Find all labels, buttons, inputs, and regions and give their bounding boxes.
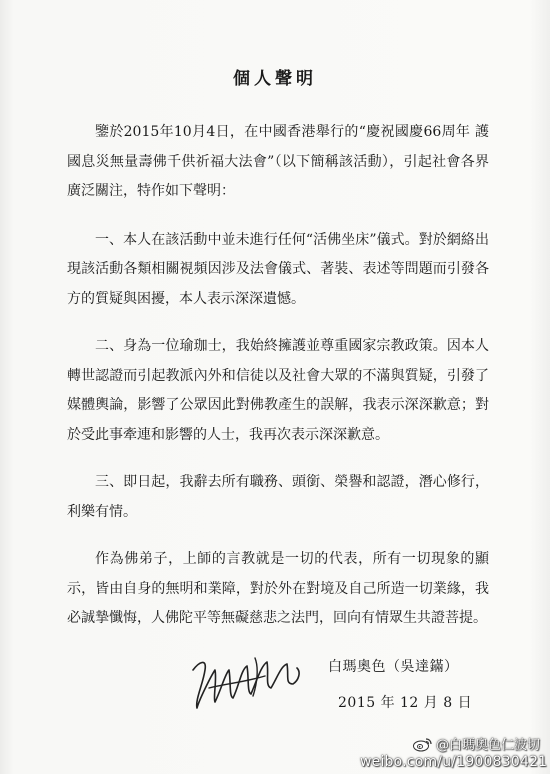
watermark-url: weibo.com/u/1900830421 [360,754,548,770]
document-body [67,118,489,652]
weibo-watermark [360,734,548,770]
paragraph-intro: 鑒於2015年10月4日，在中國香港舉行的“慶祝國慶66周年 護國息災無量壽佛千供祈福大法會”（以下簡稱該活動），引起社會各界廣泛關注，特作如下聲明： [67,124,489,199]
watermark-handle: @白瑪奧色仁波切 [435,738,540,753]
paragraph-two: 二、身為一位瑜珈士，我始終擁護並尊重國家宗教政策。因本人轉世認證而引起教派內外和信徒以及社會大眾的不滿與質疑，引發了媒體輿論，影響了公眾因此對佛教產生的誤解，我表示深深歉意；對於受此事牽連和影響的人士，我再次表示深深歉意。 [67,338,489,443]
signature-name: 白瑪奧色（吳達鏋） [328,659,459,675]
document-title: 個人聲明 [233,69,317,89]
signature-date: 2015 年 12 月 8 日 [338,695,473,711]
paragraph-closing: 作為佛弟子，上師的言教就是一切的代表，所有一切現象的顯示，皆由自身的無明和業障，對於外在對境及自己所造一切業緣，我必誠摯懺悔，人佛陀平等無礙慈悲之法門，回向有情眾生共證菩提。 [67,551,489,626]
paragraph-three: 三、即日起，我辭去所有職務、頭銜、榮譽和認證，潛心修行，利樂有情。 [67,474,489,520]
paragraph-one: 一、本人在該活動中並未進行任何“活佛坐床”儀式。對於網絡出現該活動各類相關視頻因涉及法會儀式、著裝、表述等問題而引發各方的質疑與困擾，本人表示深深遺憾。 [67,231,489,307]
weibo-logo-icon [412,736,432,752]
handwritten-signature [185,640,310,720]
